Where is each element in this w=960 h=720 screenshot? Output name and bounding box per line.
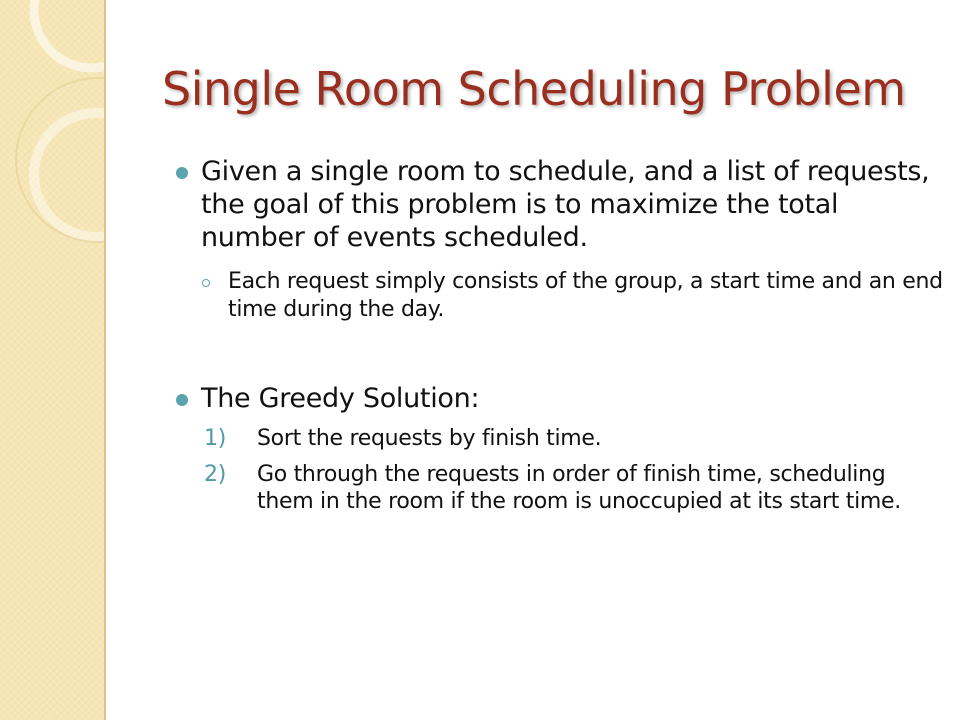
step-text: Sort the requests by finish time.	[257, 426, 602, 451]
step-number: 1)	[204, 426, 226, 451]
decorative-circles	[0, 0, 104, 720]
sub-bullet-request	[174, 268, 944, 324]
slide-content	[174, 155, 944, 524]
solution-steps	[174, 425, 944, 515]
decorative-sidebar	[0, 0, 106, 720]
step-item	[204, 461, 944, 515]
bullet-dot-icon	[176, 167, 188, 179]
bullet-problem	[174, 155, 944, 254]
ring-bullet-icon	[202, 279, 210, 287]
step-item	[204, 425, 944, 452]
slide-title: Single Room Scheduling Problem	[162, 62, 906, 116]
bullet-dot-icon	[176, 394, 188, 406]
bullet-text: Given a single room to schedule, and a list of requests, the goal of this problem is to maximize the total number of events scheduled.	[201, 156, 930, 253]
bullet-text: The Greedy Solution:	[201, 383, 480, 414]
bullet-greedy-solution	[174, 382, 944, 415]
step-text: Go through the requests in order of finish time, scheduling them in the room if the room is unoccupied at its start time.	[257, 462, 901, 514]
sub-bullet-text: Each request simply consists of the group, a start time and an end time during the day.	[228, 269, 943, 322]
step-number: 2)	[204, 462, 226, 487]
